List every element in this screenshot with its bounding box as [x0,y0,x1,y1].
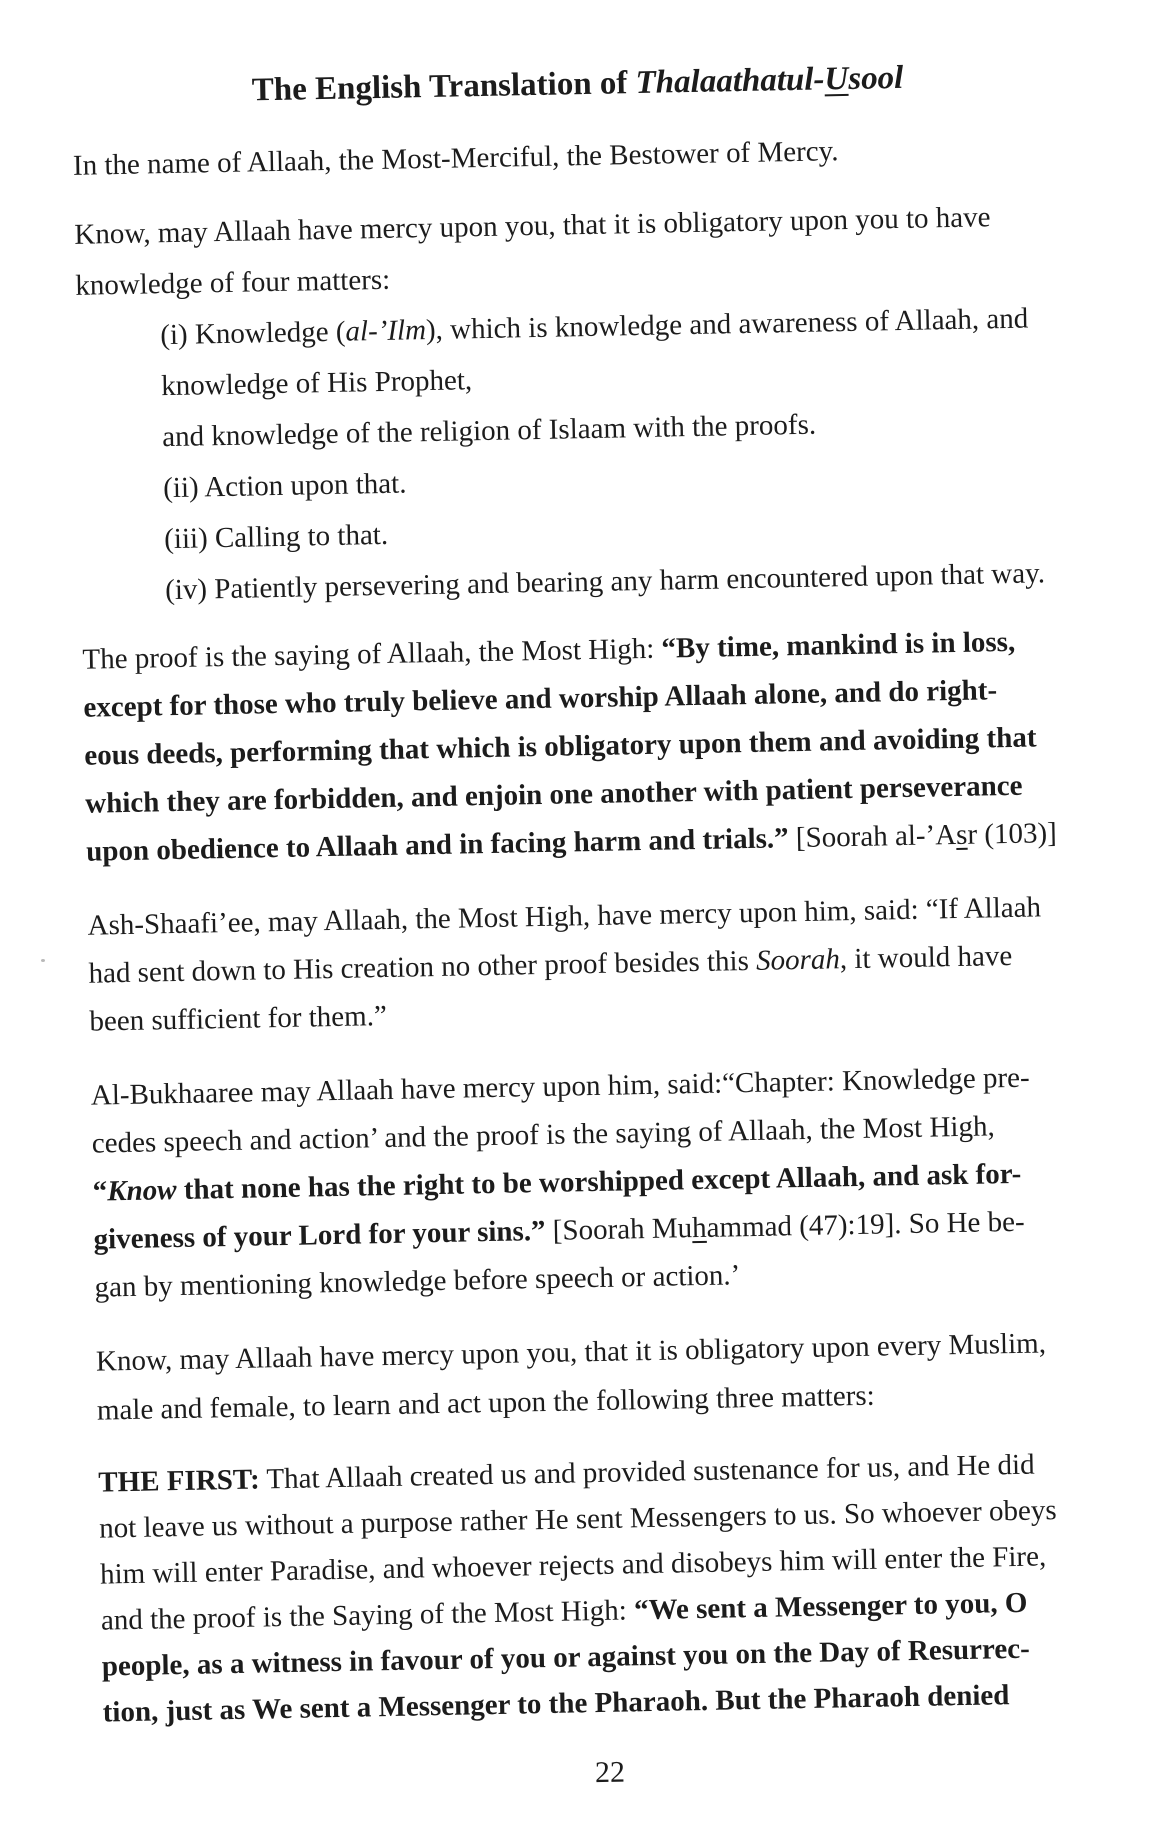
matter-one-text: (i) Knowledge ( [159,315,346,352]
the-first-proof-intro: and the proof is the Saying of the Most High: [100,1594,635,1637]
the-first-line-3: him will enter Paradise, and whoever rejects and disobeys him will enter the Fire, [99,1540,1047,1591]
intro-line-2: knowledge of four matters: [75,263,391,302]
matter-one-text-rest: ), which is knowledge and awareness of Allaah, and [425,302,1029,347]
the-first-line-2: not leave us without a purpose rather He sent Messengers to us. So whoever obeys [98,1494,1057,1545]
title-underlined-letter: U [824,60,849,98]
title-prefix: The English Translation of [251,65,636,109]
matter-one-line-2: knowledge of His Prophet, [160,364,473,403]
scan-speck [41,959,45,962]
matter-one-arabic-term: al-’Ilm [345,314,427,348]
page-content [71,48,1116,1799]
asr-citation: [Soorah al-’A [788,819,957,855]
three-matters-line-2: male and female, to learn and act upon the following three matters: [96,1379,875,1427]
matter-one-line-3: and knowledge of the religion of Islaam with the proofs. [161,408,817,454]
asr-citation-rest: r (103)] [967,817,1058,851]
asr-proof-line-4: which they are forbidden, and enjoin one another with patient perseverance [84,769,1023,820]
title-book-name: Thalaathatul- [635,61,825,102]
asr-quote-end: upon obedience to Allaah and in facing harm and trials.” [85,822,789,868]
shaafiee-text-rest: , it would have [839,939,1013,976]
shaafiee-line-1: Ash-Shaafi’ee, may Allaah, the Most High, have mercy upon him, said: “If Allaah [87,891,1042,942]
shaafiee-line-3: been sufficient for them.” [89,999,388,1038]
the-first-text: That Allaah created us and provided sustenance for us, and He did [259,1448,1035,1496]
bukhaaree-line-5: gan by mentioning knowledge before speech or action.’ [94,1259,741,1304]
the-first-paragraph [98,1440,1115,1735]
three-matters-line-1: Know, may Allaah have mercy upon you, that it is obligatory upon every Muslim, [95,1327,1047,1378]
bukhaaree-quote-end: giveness of your Lord for your sins.” [93,1214,546,1256]
shaafiee-soorah-term: Soorah [755,943,841,977]
bukhaaree-know-word: Know [106,1174,177,1208]
shaafiee-paragraph [87,882,1102,1045]
three-matters-paragraph [96,1318,1110,1435]
intro-line-1: Know, may Allaah have mercy upon you, that it is obligatory upon you to have [74,201,991,251]
title-book-name-rest: sool [847,59,904,97]
bukhaaree-paragraph [90,1052,1106,1311]
asr-proof-line-3: eous deeds, performing that which is obligatory upon them and avoiding that [84,721,1037,772]
shaafiee-text: had sent down to His creation no other proof besides this [88,944,757,990]
bukhaaree-quote-text: that none has the right to be worshipped except Allaah, and ask for- [176,1157,1022,1207]
bukhaaree-citation-rest: ammad (47):19]. So He be- [706,1205,1025,1244]
the-first-line-5: people, as a witness in favour of you or against you on the Day of Resurrec- [101,1632,1030,1683]
bukhaaree-line-2: cedes speech and action’ and the proof is the saying of Allaah, the Most High, [91,1110,995,1160]
page-title [71,48,1084,119]
matter-three-line: (iii) Calling to that. [163,518,389,556]
asr-quote-start: “By time, mankind is in loss, [661,625,1016,665]
asr-proof-paragraph [82,616,1098,875]
the-first-heading: THE FIRST: [97,1463,260,1499]
matter-four-line: (iv) Patiently persevering and bearing any harm encountered upon that way. [164,557,1046,607]
the-first-quote-start: “We sent a Messenger to you, O [633,1586,1028,1627]
page-number: 22 [594,1755,626,1790]
bismillah-line: In the name of Allaah, the Most-Merciful, the Bestower of Mercy. [72,135,839,182]
bukhaaree-citation-underlined-letter: h [691,1211,707,1245]
asr-citation-underlined-letter: s [955,818,968,852]
the-first-line-6: tion, just as We sent a Messenger to the Pharaoh. But the Pharaoh denied [102,1679,1010,1729]
bukhaaree-line-1: Al-Bukhaaree may Allaah have mercy upon him, said:“Chapter: Knowledge pre- [90,1061,1030,1112]
matter-two-line: (ii) Action upon that. [162,467,407,505]
four-matters-paragraph [74,190,1094,617]
bukhaaree-quote-open: “ [92,1175,108,1208]
asr-proof-intro: The proof is the saying of Allaah, the Most High: [82,632,662,676]
asr-proof-line-2: except for those who truly believe and worship Allaah alone, and do right- [83,674,998,724]
bukhaaree-citation: [Soorah Mu [545,1212,693,1247]
